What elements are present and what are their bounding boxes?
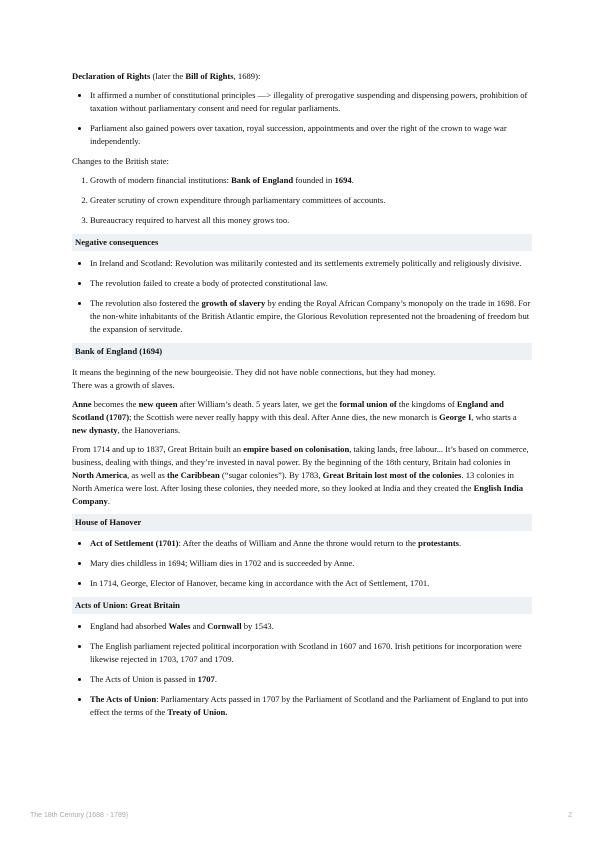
declaration-list xyxy=(72,89,532,148)
section-heading: Acts of Union: Great Britain xyxy=(72,597,532,614)
hanover-list xyxy=(72,537,532,590)
section-heading: Bank of England (1694) xyxy=(72,343,532,360)
list-item: • Parliament also gained powers over taxation, royal succession, appointments and over the right of the crown to wage war independently. xyxy=(90,122,532,148)
paragraph: It means the beginning of the new bourgeoisie. They did not have noble connections, but they had money. There was a growth of slaves. xyxy=(72,367,436,390)
list-item: • In 1714, George, Elector of Hanover, became king in accordance with the Act of Settlement, 1701. xyxy=(90,577,532,590)
footer-title: The 18th Century (1688 - 1789) xyxy=(30,812,129,819)
changes-list xyxy=(72,174,532,227)
list-item: • The Acts of Union: Parliamentary Acts passed in 1707 by the Parliament of Scotland and the Parliament of England to put into effect the terms of the Treaty of Union. xyxy=(90,693,532,719)
section-heading: Negative consequences xyxy=(72,234,532,251)
list-item: • The revolution failed to create a body of protected constitutional law. xyxy=(90,277,532,290)
list-item: • The English parliament rejected political incorporation with Scotland in 1607 and 1670. Irish petitions for incorporation were likewise rejected in 1703, 1707 and 1709. xyxy=(90,640,532,666)
section-heading: House of Hanover xyxy=(72,514,532,531)
paragraph: Anne becomes the new queen after William’s death. 5 years later, we get the formal union of the kingdoms of England and Scotland (1707); the Scottish were never really happy with this deal. After Anne dies, the new monarch is George I, who starts a new dynasty, the Hanoverians. xyxy=(72,399,517,435)
changes-intro: Changes to the British state: xyxy=(72,156,169,166)
list-item: • Mary dies childless in 1694; William dies in 1702 and is succeeded by Anne. xyxy=(90,557,532,570)
list-item: 1. Growth of modern financial institutions: Bank of England founded in 1694. xyxy=(90,174,532,187)
list-item: • The Acts of Union is passed in 1707. xyxy=(90,673,532,686)
page-number: 2 xyxy=(568,812,572,819)
page-content xyxy=(72,70,532,726)
paragraph: From 1714 and up to 1837, Great Britain built an empire based on colonisation, taking lands, free labour... It’s based on commerce, business, dealing with things, and they’re invested in naval power. By the beginning of the 18th century, Britain had colonies in North America, as well as the Caribbean (“sugar colonies”). By 1783, Great Britain lost most of the colonies. 13 colonies in North America were lost. After losing these colonies, they needed more, so they looked at India and they created the English India Company. xyxy=(72,444,529,506)
list-item: • Act of Settlement (1701): After the deaths of William and Anne the throne would return to the protestants. xyxy=(90,537,532,550)
declaration-heading: Declaration of Rights (later the Bill of Rights, 1689): xyxy=(72,71,261,81)
negative-list xyxy=(72,257,532,336)
list-item: • In Ireland and Scotland: Revolution was militarily contested and its settlements extremely politically and religiously divisive. xyxy=(90,257,532,270)
list-item: • It affirmed a number of constitutional principles —> illegality of prerogative suspending and dispensing powers, prohibition of taxation without parliamentary consent and need for regular parliaments. xyxy=(90,89,532,115)
list-item: 3. Bureaucracy required to harvest all this money grows too. xyxy=(90,214,532,227)
union-list xyxy=(72,620,532,719)
list-item: • England had absorbed Wales and Cornwall by 1543. xyxy=(90,620,532,633)
list-item: • The revolution also fostered the growth of slavery by ending the Royal African Company’s monopoly on the trade in 1698. For the non-white inhabitants of the British Atlantic empire, the Glorious Revolution represented not the broadening of freedom but the expansion of servitude. xyxy=(90,297,532,336)
list-item: 2. Greater scrutiny of crown expenditure through parliamentary committees of accounts. xyxy=(90,194,532,207)
